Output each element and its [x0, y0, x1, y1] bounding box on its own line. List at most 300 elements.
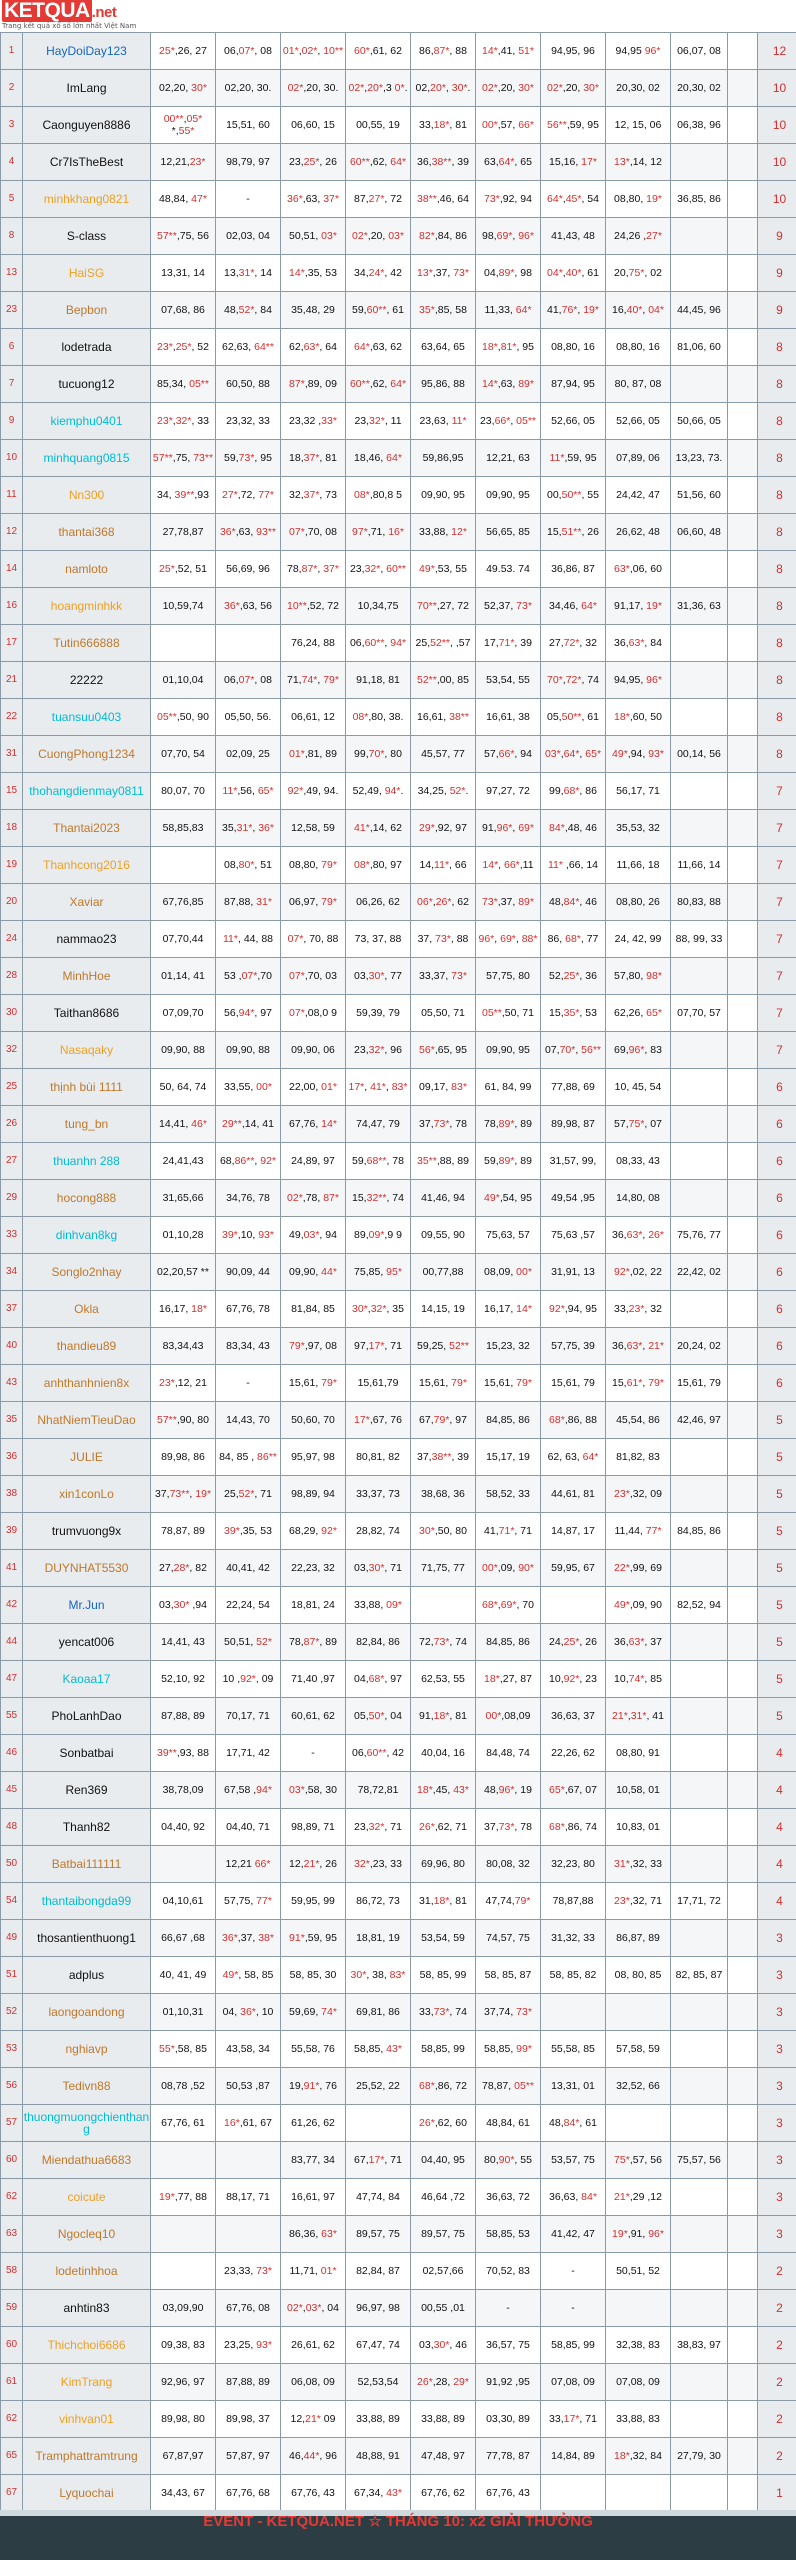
- prediction-cell: 59,73*, 95: [216, 440, 281, 477]
- player-name[interactable]: Taithan8686: [23, 995, 151, 1032]
- table-row: [1, 1809, 796, 1846]
- prediction-cell: 47,48, 97: [411, 2438, 476, 2475]
- table-row: [1, 2475, 796, 2511]
- total-points: 3: [758, 2179, 796, 2216]
- prediction-cell: 27,78,87: [151, 514, 216, 551]
- prediction-cell: 68*,86, 88: [541, 1402, 606, 1439]
- player-name[interactable]: anhthanhnien8x: [23, 1365, 151, 1402]
- prediction-cell: 48,84*, 46: [541, 884, 606, 921]
- prediction-cell: 10,74*, 85: [606, 1661, 671, 1698]
- prediction-cell: 23*,32*, 33: [151, 403, 216, 440]
- prediction-cell: [671, 2364, 728, 2401]
- player-name[interactable]: Tutin666888: [23, 625, 151, 662]
- total-points: 5: [758, 1698, 796, 1735]
- prediction-cell: 52,66, 05: [606, 403, 671, 440]
- prediction-cell: 71,74*, 79*: [281, 662, 346, 699]
- player-name[interactable]: dinhvan8kg: [23, 1217, 151, 1254]
- rank-cell: 54: [1, 1883, 23, 1920]
- rank-cell: 61: [1, 2364, 23, 2401]
- prediction-cell: [728, 1291, 758, 1328]
- prediction-cell: 37,73*, 78: [411, 1106, 476, 1143]
- rank-cell: 41: [1, 1550, 23, 1587]
- prediction-cell: 80,83, 88: [671, 884, 728, 921]
- prediction-cell: 17,71, 72: [671, 1883, 728, 1920]
- prediction-cell: 78,87, 89: [151, 1513, 216, 1550]
- prediction-cell: 83,34,43: [151, 1328, 216, 1365]
- player-name[interactable]: trumvuong9x: [23, 1513, 151, 1550]
- total-points: 5: [758, 1550, 796, 1587]
- player-name[interactable]: thuanhn 288: [23, 1143, 151, 1180]
- prediction-cell: [728, 2438, 758, 2475]
- prediction-cell: 12,21,23*: [151, 144, 216, 181]
- prediction-cell: 36*,37, 38*: [216, 1920, 281, 1957]
- prediction-cell: 84,48, 74: [476, 1735, 541, 1772]
- table-row: [1, 1254, 796, 1291]
- prediction-cell: 57**,90, 80: [151, 1402, 216, 1439]
- player-name[interactable]: lodetinhhoa: [23, 2253, 151, 2290]
- player-name[interactable]: Okla: [23, 1291, 151, 1328]
- prediction-cell: 23*,32, 71: [606, 1883, 671, 1920]
- prediction-cell: 58, 85, 99: [411, 1957, 476, 1994]
- prediction-cell: 80,90*, 55: [476, 2142, 541, 2179]
- prediction-cell: 10,83, 01: [606, 1809, 671, 1846]
- total-points: 8: [758, 477, 796, 514]
- prediction-cell: [728, 1994, 758, 2031]
- prediction-cell: -: [216, 181, 281, 218]
- table-row: [1, 2031, 796, 2068]
- prediction-cell: [671, 366, 728, 403]
- prediction-cell: 08,78 ,52: [151, 2068, 216, 2105]
- player-name[interactable]: thịnh bùi 1111: [23, 1069, 151, 1106]
- prediction-cell: 07,70, 54: [151, 736, 216, 773]
- prediction-cell: 09,90, 88: [151, 1032, 216, 1069]
- prediction-cell: 09,90, 06: [281, 1032, 346, 1069]
- prediction-cell: 36,63*, 37: [606, 1624, 671, 1661]
- total-points: 8: [758, 662, 796, 699]
- prediction-cell: 48,84, 47*: [151, 181, 216, 218]
- prediction-cell: 33,73*, 74: [411, 1994, 476, 2031]
- total-points: 3: [758, 1994, 796, 2031]
- prediction-cell: 68*,86, 72: [411, 2068, 476, 2105]
- prediction-cell: 67,76,85: [151, 884, 216, 921]
- table-row: [1, 736, 796, 773]
- prediction-cell: [671, 1994, 728, 2031]
- prediction-cell: [671, 255, 728, 292]
- prediction-cell: 02*,78, 87*: [281, 1180, 346, 1217]
- prediction-cell: [728, 1476, 758, 1513]
- prediction-cell: 11*, 44, 88: [216, 921, 281, 958]
- event-banner[interactable]: EVENT - KETQUA.NET ☆ THÁNG 10: x2 GIẢI THƯỞNG: [203, 2513, 593, 2530]
- prediction-cell: 15,32**, 74: [346, 1180, 411, 1217]
- table-row: [1, 403, 796, 440]
- prediction-cell: 80, 87, 08: [606, 366, 671, 403]
- player-name[interactable]: Thichchoi6686: [23, 2327, 151, 2364]
- prediction-cell: 07,89, 06: [606, 440, 671, 477]
- prediction-cell: 31,36, 63: [671, 588, 728, 625]
- prediction-cell: [728, 588, 758, 625]
- table-row: [1, 773, 796, 810]
- prediction-cell: 68,86**, 92*: [216, 1143, 281, 1180]
- player-name[interactable]: hocong888: [23, 1180, 151, 1217]
- prediction-cell: 48,96*, 19: [476, 1772, 541, 1809]
- prediction-cell: 00*,09, 90*: [476, 1550, 541, 1587]
- player-name[interactable]: yencat006: [23, 1624, 151, 1661]
- player-name[interactable]: KimTrang: [23, 2364, 151, 2401]
- prediction-cell: [728, 1439, 758, 1476]
- prediction-cell: 14*,63, 89*: [476, 366, 541, 403]
- prediction-cell: 85,34, 05**: [151, 366, 216, 403]
- prediction-cell: 55,58, 76: [281, 2031, 346, 2068]
- player-name[interactable]: 22222: [23, 662, 151, 699]
- prediction-cell: [728, 2475, 758, 2511]
- total-points: 10: [758, 181, 796, 218]
- prediction-cell: 15,61, 79*: [281, 1365, 346, 1402]
- prediction-cell: 63*,06, 60: [606, 551, 671, 588]
- prediction-cell: 89,09*,9 9: [346, 1217, 411, 1254]
- total-points: 9: [758, 218, 796, 255]
- player-name[interactable]: NhatNiemTieuDao: [23, 1402, 151, 1439]
- prediction-cell: 98,89, 71: [281, 1809, 346, 1846]
- prediction-cell: 47,74, 84: [346, 2179, 411, 2216]
- prediction-cell: 17*, 41*, 83*: [346, 1069, 411, 1106]
- prediction-cell: 49*,09, 90: [606, 1587, 671, 1624]
- prediction-cell: 08,80*, 51: [216, 847, 281, 884]
- player-name[interactable]: Sonbatbai: [23, 1735, 151, 1772]
- player-name[interactable]: xin1conLo: [23, 1476, 151, 1513]
- prediction-cell: 52,25*, 36: [541, 958, 606, 995]
- player-name[interactable]: Mr.Jun: [23, 1587, 151, 1624]
- total-points: 2: [758, 2438, 796, 2475]
- prediction-cell: 76,24, 88: [281, 625, 346, 662]
- player-name[interactable]: coicute: [23, 2179, 151, 2216]
- prediction-cell: 16,17, 14*: [476, 1291, 541, 1328]
- player-name[interactable]: Cr7IsTheBest: [23, 144, 151, 181]
- table-row: [1, 144, 796, 181]
- prediction-cell: 00,77,88: [411, 1254, 476, 1291]
- prediction-cell: [728, 2142, 758, 2179]
- prediction-cell: 41,43, 48: [541, 218, 606, 255]
- total-points: 4: [758, 1735, 796, 1772]
- prediction-cell: [216, 2216, 281, 2253]
- prediction-cell: [728, 218, 758, 255]
- total-points: 10: [758, 107, 796, 144]
- prediction-cell: 67,17*, 71: [346, 2142, 411, 2179]
- prediction-cell: [671, 810, 728, 847]
- prediction-cell: 13,31, 01: [541, 2068, 606, 2105]
- prediction-cell: 05**,50, 71: [476, 995, 541, 1032]
- player-name[interactable]: minhquang0815: [23, 440, 151, 477]
- player-name[interactable]: adplus: [23, 1957, 151, 1994]
- prediction-cell: 23,32*, 96: [346, 1032, 411, 1069]
- prediction-cell: 01*,81, 89: [281, 736, 346, 773]
- player-name[interactable]: nghiavp: [23, 2031, 151, 2068]
- player-name[interactable]: Songlo2nhay: [23, 1254, 151, 1291]
- prediction-cell: 13*,37, 73*: [411, 255, 476, 292]
- prediction-cell: 36,38**, 39: [411, 144, 476, 181]
- prediction-cell: 49*,94, 93*: [606, 736, 671, 773]
- prediction-cell: [728, 699, 758, 736]
- prediction-cell: 09,90, 44*: [281, 1254, 346, 1291]
- prediction-cell: 67,58 ,94*: [216, 1772, 281, 1809]
- player-name[interactable]: Tedivn88: [23, 2068, 151, 2105]
- player-name[interactable]: ImLang: [23, 70, 151, 107]
- prediction-cell: 37,74, 73*: [476, 1994, 541, 2031]
- prediction-cell: [728, 2364, 758, 2401]
- prediction-cell: 03*,64*, 65*: [541, 736, 606, 773]
- rank-cell: 60: [1, 2327, 23, 2364]
- player-name[interactable]: laongoandong: [23, 1994, 151, 2031]
- prediction-cell: 26*,28, 29*: [411, 2364, 476, 2401]
- player-name[interactable]: CuongPhong1234: [23, 736, 151, 773]
- prediction-cell: 06,60, 15: [281, 107, 346, 144]
- player-name[interactable]: tuansuu0403: [23, 699, 151, 736]
- prediction-cell: 20,75*, 02: [606, 255, 671, 292]
- rank-cell: 4: [1, 144, 23, 181]
- prediction-cell: 57,58, 59: [606, 2031, 671, 2068]
- player-name[interactable]: MinhHoe: [23, 958, 151, 995]
- prediction-cell: 17,71, 42: [216, 1735, 281, 1772]
- prediction-cell: 60,50, 88: [216, 366, 281, 403]
- table-row: [1, 70, 796, 107]
- prediction-cell: 14,43, 70: [216, 1402, 281, 1439]
- prediction-cell: 02*,20, 30.: [281, 70, 346, 107]
- prediction-cell: 78,87,88: [541, 1883, 606, 1920]
- player-name[interactable]: tung_bn: [23, 1106, 151, 1143]
- table-row: [1, 1439, 796, 1476]
- rank-cell: 8: [1, 218, 23, 255]
- player-name[interactable]: hoangminhkk: [23, 588, 151, 625]
- prediction-cell: 94,95, 96: [541, 33, 606, 70]
- prediction-cell: 72,73*, 74: [411, 1624, 476, 1661]
- prediction-cell: 33,88, 09*: [346, 1587, 411, 1624]
- player-name[interactable]: S-class: [23, 218, 151, 255]
- player-name[interactable]: Nasaqaky: [23, 1032, 151, 1069]
- prediction-cell: 23,32, 33: [216, 403, 281, 440]
- table-row: [1, 810, 796, 847]
- player-name[interactable]: Tramphattramtrung: [23, 2438, 151, 2475]
- table-row: [1, 2253, 796, 2290]
- player-name[interactable]: thandieu89: [23, 1328, 151, 1365]
- prediction-cell: 03,30*, 71: [346, 1550, 411, 1587]
- prediction-cell: 05**,50, 90: [151, 699, 216, 736]
- prediction-cell: [671, 1143, 728, 1180]
- player-name[interactable]: Batbai111111: [23, 1846, 151, 1883]
- player-name[interactable]: HaiSG: [23, 255, 151, 292]
- prediction-cell: [671, 2475, 728, 2511]
- prediction-cell: [728, 847, 758, 884]
- rank-cell: 57: [1, 2105, 23, 2142]
- prediction-cell: 08,33, 43: [606, 1143, 671, 1180]
- player-name[interactable]: Caonguyen8886: [23, 107, 151, 144]
- prediction-cell: 48,84*, 61: [541, 2105, 606, 2142]
- prediction-cell: [728, 1698, 758, 1735]
- prediction-cell: [411, 1587, 476, 1624]
- prediction-cell: 22,00, 01*: [281, 1069, 346, 1106]
- prediction-cell: 02*,20, 30*: [476, 70, 541, 107]
- prediction-cell: 86,72, 73: [346, 1883, 411, 1920]
- player-name[interactable]: Thanhcong2016: [23, 847, 151, 884]
- player-name[interactable]: Thantai2023: [23, 810, 151, 847]
- prediction-cell: 39*,35, 53: [216, 1513, 281, 1550]
- prediction-cell: 32,52, 66: [606, 2068, 671, 2105]
- prediction-cell: [728, 1624, 758, 1661]
- table-row: [1, 2216, 796, 2253]
- player-name[interactable]: Bepbon: [23, 292, 151, 329]
- prediction-cell: [728, 2216, 758, 2253]
- player-name[interactable]: namloto: [23, 551, 151, 588]
- prediction-cell: 81,06, 60: [671, 329, 728, 366]
- prediction-cell: 06,08, 09: [281, 2364, 346, 2401]
- prediction-cell: [728, 662, 758, 699]
- prediction-cell: 36,86, 87: [541, 551, 606, 588]
- prediction-cell: 36,63, 84*: [541, 2179, 606, 2216]
- prediction-cell: 15,23, 32: [476, 1328, 541, 1365]
- prediction-cell: 31,65,66: [151, 1180, 216, 1217]
- prediction-cell: [671, 1550, 728, 1587]
- prediction-cell: 84*,48, 46: [541, 810, 606, 847]
- prediction-cell: 63,64*, 65: [476, 144, 541, 181]
- prediction-cell: 34,24*, 42: [346, 255, 411, 292]
- prediction-cell: 58, 85, 82: [541, 1957, 606, 1994]
- prediction-cell: 02*,03*, 04: [281, 2290, 346, 2327]
- prediction-cell: 31,18*, 81: [411, 1883, 476, 1920]
- player-name[interactable]: thosantienthuong1: [23, 1920, 151, 1957]
- prediction-cell: 41,46, 94: [411, 1180, 476, 1217]
- prediction-cell: 09,90, 95: [476, 477, 541, 514]
- prediction-cell: 80,07, 70: [151, 773, 216, 810]
- prediction-cell: 01*,02*, 10**: [281, 33, 346, 70]
- prediction-cell: [671, 218, 728, 255]
- prediction-cell: 73*,92, 94: [476, 181, 541, 218]
- player-name[interactable]: vinhvan01: [23, 2401, 151, 2438]
- prediction-cell: 98,89, 94: [281, 1476, 346, 1513]
- prediction-cell: 89,98, 37: [216, 2401, 281, 2438]
- prediction-cell: 24,42, 47: [606, 477, 671, 514]
- player-name[interactable]: PhoLanhDao: [23, 1698, 151, 1735]
- prediction-cell: [728, 1365, 758, 1402]
- prediction-cell: 48,84, 61: [476, 2105, 541, 2142]
- prediction-cell: 22,23, 32: [281, 1550, 346, 1587]
- prediction-cell: 57,75, 39: [541, 1328, 606, 1365]
- prediction-cell: 09,90, 95: [476, 1032, 541, 1069]
- player-name[interactable]: Ngocleq10: [23, 2216, 151, 2253]
- rank-cell: 59: [1, 2290, 23, 2327]
- prediction-cell: 12, 15, 06: [606, 107, 671, 144]
- prediction-cell: 49,03*, 94: [281, 1217, 346, 1254]
- total-points: 7: [758, 884, 796, 921]
- total-points: 7: [758, 810, 796, 847]
- rank-cell: 5: [1, 181, 23, 218]
- player-name[interactable]: kiemphu0401: [23, 403, 151, 440]
- player-name[interactable]: Kaoaa17: [23, 1661, 151, 1698]
- prediction-cell: [728, 292, 758, 329]
- prediction-cell: 15,16, 17*: [541, 144, 606, 181]
- site-logo[interactable]: [2, 0, 116, 22]
- prediction-cell: 14,84, 89: [541, 2438, 606, 2475]
- prediction-cell: [671, 2290, 728, 2327]
- table-row: [1, 921, 796, 958]
- player-name[interactable]: Miendathua6683: [23, 2142, 151, 2179]
- rank-cell: 13: [1, 255, 23, 292]
- prediction-cell: 42,46, 97: [671, 1402, 728, 1439]
- player-name[interactable]: thantaibongda99: [23, 1883, 151, 1920]
- prediction-cell: 08, 80, 85: [606, 1957, 671, 1994]
- logo-suffix: .net: [91, 4, 117, 21]
- prediction-cell: 33,88, 12*: [411, 514, 476, 551]
- prediction-cell: 23,32*, 71: [346, 1809, 411, 1846]
- prediction-cell: 15,61, 79*: [411, 1365, 476, 1402]
- prediction-cell: 84,85, 86: [476, 1624, 541, 1661]
- prediction-cell: 09,90, 95: [411, 477, 476, 514]
- prediction-cell: 50, 64, 74: [151, 1069, 216, 1106]
- prediction-cell: 31*,32, 33: [606, 1846, 671, 1883]
- prediction-cell: [671, 773, 728, 810]
- player-name[interactable]: HayDoiDay123: [23, 33, 151, 70]
- prediction-cell: 67,76, 14*: [281, 1106, 346, 1143]
- rank-cell: 32: [1, 1032, 23, 1069]
- prediction-cell: 18,81, 19: [346, 1920, 411, 1957]
- player-name[interactable]: Xaviar: [23, 884, 151, 921]
- player-name[interactable]: tucuong12: [23, 366, 151, 403]
- prediction-cell: 34,43, 67: [151, 2475, 216, 2511]
- prediction-cell: 52**,00, 85: [411, 662, 476, 699]
- player-name[interactable]: Ren369: [23, 1772, 151, 1809]
- total-points: 5: [758, 1402, 796, 1439]
- prediction-cell: 89,57, 75: [411, 2216, 476, 2253]
- rank-cell: 23: [1, 292, 23, 329]
- table-row: [1, 1365, 796, 1402]
- total-points: 4: [758, 1772, 796, 1809]
- prediction-cell: 11*,56, 65*: [216, 773, 281, 810]
- prediction-cell: 11,66, 18: [606, 847, 671, 884]
- prediction-cell: 33,17*, 71: [541, 2401, 606, 2438]
- player-name[interactable]: Nn300: [23, 477, 151, 514]
- table-row: [1, 1846, 796, 1883]
- prediction-cell: 15,35*, 53: [541, 995, 606, 1032]
- player-name[interactable]: thohangdienmay0811: [23, 773, 151, 810]
- prediction-cell: 80,08, 32: [476, 1846, 541, 1883]
- prediction-cell: 16,61, 97: [281, 2179, 346, 2216]
- player-name[interactable]: nammao23: [23, 921, 151, 958]
- prediction-cell: 07*, 70, 88: [281, 921, 346, 958]
- total-points: 8: [758, 440, 796, 477]
- prediction-cell: 59,68**, 78: [346, 1143, 411, 1180]
- player-name[interactable]: JULIE: [23, 1439, 151, 1476]
- player-name[interactable]: thuongmuongchienthang: [23, 2105, 151, 2142]
- player-name[interactable]: Lyquochai: [23, 2475, 151, 2511]
- prediction-cell: 36,63*, 21*: [606, 1328, 671, 1365]
- prediction-cell: 78,72,81: [346, 1772, 411, 1809]
- prediction-cell: 84, 85 , 86**: [216, 1439, 281, 1476]
- prediction-cell: 62,63, 64**: [216, 329, 281, 366]
- player-name[interactable]: DUYNHAT5530: [23, 1550, 151, 1587]
- prediction-cell: 67,76, 43: [476, 2475, 541, 2511]
- prediction-cell: 87,27*, 72: [346, 181, 411, 218]
- prediction-cell: 11,44, 77*: [606, 1513, 671, 1550]
- prediction-cell: 02,20, 30.: [216, 70, 281, 107]
- total-points: 5: [758, 1587, 796, 1624]
- player-name[interactable]: anhtin83: [23, 2290, 151, 2327]
- rank-cell: 3: [1, 107, 23, 144]
- prediction-cell: 67,76, 62: [411, 2475, 476, 2511]
- player-name[interactable]: minhkhang0821: [23, 181, 151, 218]
- total-points: 4: [758, 1846, 796, 1883]
- prediction-cell: 58, 85, 87: [476, 1957, 541, 1994]
- player-name[interactable]: Thanh82: [23, 1809, 151, 1846]
- prediction-cell: 75,57, 56: [671, 2142, 728, 2179]
- player-name[interactable]: lodetrada: [23, 329, 151, 366]
- player-name[interactable]: thantai368: [23, 514, 151, 551]
